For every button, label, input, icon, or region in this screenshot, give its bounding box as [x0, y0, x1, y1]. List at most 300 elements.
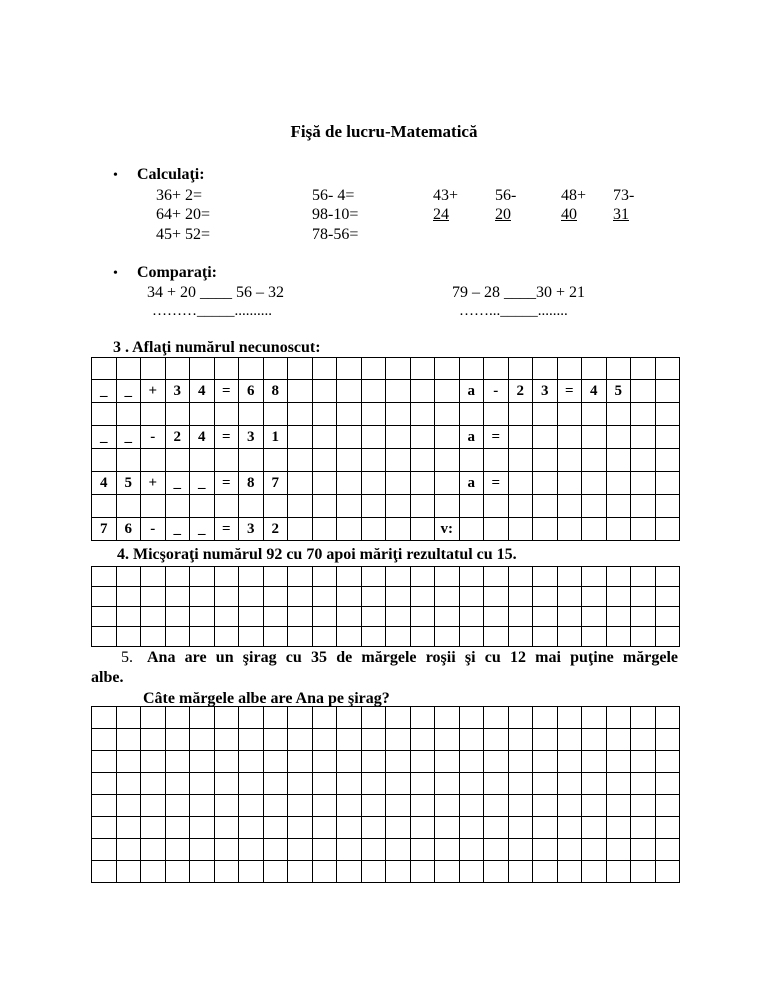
grid-cell[interactable]: [361, 567, 386, 587]
grid-cell[interactable]: [386, 839, 411, 861]
grid-cell[interactable]: [655, 449, 680, 472]
grid-cell[interactable]: a: [459, 472, 484, 495]
grid-cell[interactable]: [263, 358, 288, 380]
grid-cell[interactable]: [655, 380, 680, 403]
grid-cell[interactable]: [288, 587, 313, 607]
grid-cell[interactable]: 3: [239, 426, 264, 449]
grid-cell[interactable]: [263, 607, 288, 627]
grid-cell[interactable]: [165, 627, 190, 647]
grid-cell[interactable]: [386, 567, 411, 587]
grid-cell[interactable]: [386, 707, 411, 729]
grid-cell[interactable]: [484, 358, 509, 380]
grid-cell[interactable]: [655, 729, 680, 751]
grid-cell[interactable]: [141, 627, 166, 647]
grid-cell[interactable]: [557, 518, 582, 541]
grid-cell[interactable]: [239, 449, 264, 472]
grid-cell[interactable]: [582, 426, 607, 449]
grid-cell[interactable]: 6: [116, 518, 141, 541]
grid-cell[interactable]: [410, 839, 435, 861]
grid-cell[interactable]: [386, 861, 411, 883]
grid-cell[interactable]: =: [214, 426, 239, 449]
grid-cell[interactable]: [361, 627, 386, 647]
grid-cell[interactable]: [92, 627, 117, 647]
grid-cell[interactable]: [92, 773, 117, 795]
grid-cell[interactable]: [165, 607, 190, 627]
grid-cell[interactable]: [386, 403, 411, 426]
grid-cell[interactable]: [141, 729, 166, 751]
grid-cell[interactable]: [288, 729, 313, 751]
grid-cell[interactable]: [484, 751, 509, 773]
grid-cell[interactable]: [116, 773, 141, 795]
grid-cell[interactable]: [508, 449, 533, 472]
grid-cell[interactable]: [214, 358, 239, 380]
grid-cell[interactable]: [459, 403, 484, 426]
grid-cell[interactable]: [361, 403, 386, 426]
grid-cell[interactable]: [459, 795, 484, 817]
grid-cell[interactable]: [361, 817, 386, 839]
grid-cell[interactable]: [606, 495, 631, 518]
grid-cell[interactable]: [288, 707, 313, 729]
grid-cell[interactable]: [92, 607, 117, 627]
grid-cell[interactable]: [312, 587, 337, 607]
grid-cell[interactable]: [312, 817, 337, 839]
grid-cell[interactable]: [386, 817, 411, 839]
grid-cell[interactable]: [361, 472, 386, 495]
grid-cell[interactable]: [312, 607, 337, 627]
grid-cell[interactable]: [337, 627, 362, 647]
grid-cell[interactable]: [582, 472, 607, 495]
grid-cell[interactable]: [484, 607, 509, 627]
grid-cell[interactable]: 7: [263, 472, 288, 495]
grid-cell[interactable]: [631, 587, 656, 607]
grid-cell[interactable]: [410, 426, 435, 449]
grid-cell[interactable]: [190, 607, 215, 627]
grid-cell[interactable]: [435, 358, 460, 380]
grid-cell[interactable]: [386, 795, 411, 817]
grid-cell[interactable]: [312, 518, 337, 541]
grid-cell[interactable]: 3: [165, 380, 190, 403]
grid-cell[interactable]: [386, 518, 411, 541]
grid-cell[interactable]: [263, 839, 288, 861]
grid-cell[interactable]: [386, 472, 411, 495]
grid-cell[interactable]: [190, 403, 215, 426]
grid-cell[interactable]: [141, 587, 166, 607]
grid-cell[interactable]: [312, 358, 337, 380]
grid-cell[interactable]: [288, 627, 313, 647]
grid-cell[interactable]: [631, 729, 656, 751]
grid-cell[interactable]: [631, 380, 656, 403]
grid-cell[interactable]: [533, 773, 558, 795]
grid-cell[interactable]: [557, 795, 582, 817]
grid-cell[interactable]: [361, 495, 386, 518]
grid-cell[interactable]: [361, 729, 386, 751]
grid-cell[interactable]: -: [484, 380, 509, 403]
grid-cell[interactable]: [606, 587, 631, 607]
grid-cell[interactable]: [312, 495, 337, 518]
grid-cell[interactable]: [190, 817, 215, 839]
grid-cell[interactable]: [582, 358, 607, 380]
grid-cell[interactable]: [655, 495, 680, 518]
grid-cell[interactable]: [410, 518, 435, 541]
grid-cell[interactable]: [631, 518, 656, 541]
grid-cell[interactable]: [214, 839, 239, 861]
grid-cell[interactable]: [386, 495, 411, 518]
grid-cell[interactable]: =: [214, 472, 239, 495]
grid-cell[interactable]: [508, 861, 533, 883]
grid-cell[interactable]: [631, 817, 656, 839]
grid-cell[interactable]: 4: [92, 472, 117, 495]
grid-cell[interactable]: [557, 426, 582, 449]
grid-cell[interactable]: [508, 707, 533, 729]
grid-cell[interactable]: [337, 449, 362, 472]
grid-cell[interactable]: [92, 449, 117, 472]
grid-cell[interactable]: [459, 773, 484, 795]
grid-cell[interactable]: [582, 495, 607, 518]
grid-cell[interactable]: [190, 707, 215, 729]
grid-cell[interactable]: [190, 587, 215, 607]
grid-cell[interactable]: [508, 751, 533, 773]
grid-cell[interactable]: [508, 729, 533, 751]
grid-cell[interactable]: [435, 861, 460, 883]
grid-cell[interactable]: [410, 587, 435, 607]
grid-cell[interactable]: [631, 707, 656, 729]
grid-cell[interactable]: [312, 707, 337, 729]
grid-cell[interactable]: [508, 587, 533, 607]
grid-cell[interactable]: [288, 495, 313, 518]
grid-cell[interactable]: [435, 426, 460, 449]
grid-cell[interactable]: [533, 839, 558, 861]
grid-cell[interactable]: 3: [239, 518, 264, 541]
grid-cell[interactable]: [606, 567, 631, 587]
grid-cell[interactable]: [116, 707, 141, 729]
grid-cell[interactable]: [631, 358, 656, 380]
operation-answer-grid[interactable]: [91, 566, 680, 647]
grid-cell[interactable]: [214, 587, 239, 607]
grid-cell[interactable]: [435, 403, 460, 426]
problem-answer-grid[interactable]: [91, 706, 680, 883]
grid-cell[interactable]: [288, 861, 313, 883]
grid-cell[interactable]: [435, 839, 460, 861]
grid-cell[interactable]: [239, 358, 264, 380]
grid-cell[interactable]: [484, 627, 509, 647]
grid-cell[interactable]: [508, 495, 533, 518]
grid-cell[interactable]: [410, 358, 435, 380]
grid-cell[interactable]: [116, 449, 141, 472]
grid-cell[interactable]: [410, 627, 435, 647]
grid-cell[interactable]: [337, 380, 362, 403]
grid-cell[interactable]: [386, 449, 411, 472]
grid-cell[interactable]: _: [165, 472, 190, 495]
grid-cell[interactable]: [582, 817, 607, 839]
grid-cell[interactable]: [582, 773, 607, 795]
grid-cell[interactable]: [533, 861, 558, 883]
grid-cell[interactable]: [239, 839, 264, 861]
grid-cell[interactable]: [312, 751, 337, 773]
grid-cell[interactable]: [508, 426, 533, 449]
grid-cell[interactable]: [190, 567, 215, 587]
grid-cell[interactable]: _: [92, 380, 117, 403]
grid-cell[interactable]: [263, 729, 288, 751]
grid-cell[interactable]: [484, 567, 509, 587]
grid-cell[interactable]: [557, 358, 582, 380]
grid-cell[interactable]: [459, 627, 484, 647]
grid-cell[interactable]: [116, 607, 141, 627]
grid-cell[interactable]: [190, 449, 215, 472]
grid-cell[interactable]: [606, 426, 631, 449]
grid-cell[interactable]: [92, 707, 117, 729]
grid-cell[interactable]: [410, 449, 435, 472]
grid-cell[interactable]: [435, 607, 460, 627]
grid-cell[interactable]: [435, 817, 460, 839]
grid-cell[interactable]: [557, 817, 582, 839]
grid-cell[interactable]: [631, 839, 656, 861]
grid-cell[interactable]: [337, 729, 362, 751]
grid-cell[interactable]: [533, 567, 558, 587]
grid-cell[interactable]: [312, 861, 337, 883]
grid-cell[interactable]: v:: [435, 518, 460, 541]
grid-cell[interactable]: [631, 403, 656, 426]
grid-cell[interactable]: [141, 449, 166, 472]
grid-cell[interactable]: [214, 403, 239, 426]
grid-cell[interactable]: [533, 403, 558, 426]
grid-cell[interactable]: [92, 751, 117, 773]
grid-cell[interactable]: [361, 773, 386, 795]
grid-cell[interactable]: [410, 795, 435, 817]
grid-cell[interactable]: [606, 627, 631, 647]
grid-cell[interactable]: [459, 751, 484, 773]
grid-cell[interactable]: [190, 839, 215, 861]
grid-cell[interactable]: _: [116, 380, 141, 403]
grid-cell[interactable]: 2: [165, 426, 190, 449]
grid-cell[interactable]: [435, 587, 460, 607]
grid-cell[interactable]: =: [484, 426, 509, 449]
grid-cell[interactable]: [459, 817, 484, 839]
grid-cell[interactable]: [116, 839, 141, 861]
grid-cell[interactable]: [631, 627, 656, 647]
grid-cell[interactable]: [508, 773, 533, 795]
grid-cell[interactable]: [557, 403, 582, 426]
grid-cell[interactable]: [116, 729, 141, 751]
grid-cell[interactable]: [606, 751, 631, 773]
grid-cell[interactable]: 5: [116, 472, 141, 495]
grid-cell[interactable]: [533, 495, 558, 518]
grid-cell[interactable]: [631, 449, 656, 472]
grid-cell[interactable]: _: [190, 472, 215, 495]
grid-cell[interactable]: [459, 607, 484, 627]
grid-cell[interactable]: [337, 795, 362, 817]
grid-cell[interactable]: [459, 358, 484, 380]
grid-cell[interactable]: [337, 773, 362, 795]
grid-cell[interactable]: [361, 518, 386, 541]
grid-cell[interactable]: [263, 403, 288, 426]
grid-cell[interactable]: [288, 607, 313, 627]
grid-cell[interactable]: [263, 587, 288, 607]
grid-cell[interactable]: [141, 817, 166, 839]
grid-cell[interactable]: [386, 380, 411, 403]
grid-cell[interactable]: [116, 587, 141, 607]
grid-cell[interactable]: [337, 707, 362, 729]
grid-cell[interactable]: [116, 358, 141, 380]
grid-cell[interactable]: [288, 358, 313, 380]
grid-cell[interactable]: 8: [263, 380, 288, 403]
grid-cell[interactable]: [606, 861, 631, 883]
grid-cell[interactable]: [190, 627, 215, 647]
grid-cell[interactable]: [190, 751, 215, 773]
grid-cell[interactable]: [435, 773, 460, 795]
grid-cell[interactable]: [263, 751, 288, 773]
grid-cell[interactable]: [655, 773, 680, 795]
grid-cell[interactable]: [459, 567, 484, 587]
grid-cell[interactable]: [361, 607, 386, 627]
grid-cell[interactable]: [214, 729, 239, 751]
grid-cell[interactable]: [288, 839, 313, 861]
grid-cell[interactable]: [214, 817, 239, 839]
grid-cell[interactable]: [239, 729, 264, 751]
grid-cell[interactable]: [190, 773, 215, 795]
grid-cell[interactable]: [165, 839, 190, 861]
grid-cell[interactable]: [239, 817, 264, 839]
grid-cell[interactable]: [239, 861, 264, 883]
grid-cell[interactable]: [557, 773, 582, 795]
grid-cell[interactable]: 2: [508, 380, 533, 403]
grid-cell[interactable]: 4: [582, 380, 607, 403]
grid-cell[interactable]: [214, 567, 239, 587]
grid-cell[interactable]: [631, 426, 656, 449]
grid-cell[interactable]: [214, 495, 239, 518]
grid-cell[interactable]: [655, 607, 680, 627]
grid-cell[interactable]: +: [141, 472, 166, 495]
grid-cell[interactable]: [141, 861, 166, 883]
grid-cell[interactable]: [508, 795, 533, 817]
grid-cell[interactable]: [533, 472, 558, 495]
grid-cell[interactable]: [263, 495, 288, 518]
grid-cell[interactable]: [361, 449, 386, 472]
grid-cell[interactable]: [92, 567, 117, 587]
grid-cell[interactable]: [655, 817, 680, 839]
grid-cell[interactable]: [337, 358, 362, 380]
grid-cell[interactable]: [337, 495, 362, 518]
grid-cell[interactable]: [435, 729, 460, 751]
grid-cell[interactable]: [582, 627, 607, 647]
grid-cell[interactable]: [141, 795, 166, 817]
grid-cell[interactable]: [386, 729, 411, 751]
grid-cell[interactable]: [190, 729, 215, 751]
grid-cell[interactable]: [288, 751, 313, 773]
grid-cell[interactable]: 3: [533, 380, 558, 403]
grid-cell[interactable]: [361, 707, 386, 729]
grid-cell[interactable]: [116, 627, 141, 647]
grid-cell[interactable]: [337, 861, 362, 883]
grid-cell[interactable]: [312, 449, 337, 472]
grid-cell[interactable]: [508, 567, 533, 587]
grid-cell[interactable]: [361, 380, 386, 403]
grid-cell[interactable]: [582, 751, 607, 773]
grid-cell[interactable]: [386, 587, 411, 607]
grid-cell[interactable]: [410, 472, 435, 495]
grid-cell[interactable]: [165, 707, 190, 729]
grid-cell[interactable]: [435, 380, 460, 403]
grid-cell[interactable]: [288, 795, 313, 817]
grid-cell[interactable]: [312, 729, 337, 751]
grid-cell[interactable]: [557, 472, 582, 495]
grid-cell[interactable]: [606, 707, 631, 729]
grid-cell[interactable]: [484, 839, 509, 861]
grid-cell[interactable]: [361, 861, 386, 883]
grid-cell[interactable]: [288, 380, 313, 403]
grid-cell[interactable]: [116, 495, 141, 518]
grid-cell[interactable]: [141, 495, 166, 518]
grid-cell[interactable]: [508, 358, 533, 380]
grid-cell[interactable]: [263, 567, 288, 587]
grid-cell[interactable]: [631, 472, 656, 495]
grid-cell[interactable]: [312, 773, 337, 795]
grid-cell[interactable]: [435, 472, 460, 495]
grid-cell[interactable]: [557, 729, 582, 751]
grid-cell[interactable]: _: [165, 518, 190, 541]
grid-cell[interactable]: [557, 839, 582, 861]
grid-cell[interactable]: [288, 817, 313, 839]
grid-cell[interactable]: [582, 839, 607, 861]
unknown-number-grid[interactable]: [91, 357, 680, 541]
grid-cell[interactable]: 1: [263, 426, 288, 449]
grid-cell[interactable]: [386, 358, 411, 380]
grid-cell[interactable]: [508, 472, 533, 495]
grid-cell[interactable]: [312, 839, 337, 861]
grid-cell[interactable]: [484, 773, 509, 795]
grid-cell[interactable]: [337, 472, 362, 495]
grid-cell[interactable]: [410, 817, 435, 839]
grid-cell[interactable]: [582, 607, 607, 627]
grid-cell[interactable]: [337, 839, 362, 861]
grid-cell[interactable]: [655, 627, 680, 647]
grid-cell[interactable]: [508, 817, 533, 839]
grid-cell[interactable]: [533, 751, 558, 773]
grid-cell[interactable]: [386, 773, 411, 795]
grid-cell[interactable]: [606, 817, 631, 839]
grid-cell[interactable]: [557, 587, 582, 607]
grid-cell[interactable]: [582, 795, 607, 817]
grid-cell[interactable]: [582, 567, 607, 587]
grid-cell[interactable]: [312, 567, 337, 587]
grid-cell[interactable]: [165, 751, 190, 773]
grid-cell[interactable]: [386, 607, 411, 627]
grid-cell[interactable]: [410, 707, 435, 729]
grid-cell[interactable]: [116, 795, 141, 817]
grid-cell[interactable]: [459, 518, 484, 541]
grid-cell[interactable]: [582, 861, 607, 883]
grid-cell[interactable]: [116, 861, 141, 883]
grid-cell[interactable]: [557, 495, 582, 518]
grid-cell[interactable]: [165, 567, 190, 587]
grid-cell[interactable]: 5: [606, 380, 631, 403]
grid-cell[interactable]: [533, 607, 558, 627]
grid-cell[interactable]: [92, 729, 117, 751]
grid-cell[interactable]: [141, 773, 166, 795]
grid-cell[interactable]: [165, 817, 190, 839]
grid-cell[interactable]: [92, 587, 117, 607]
grid-cell[interactable]: =: [557, 380, 582, 403]
grid-cell[interactable]: [606, 358, 631, 380]
grid-cell[interactable]: [606, 839, 631, 861]
grid-cell[interactable]: =: [214, 380, 239, 403]
grid-cell[interactable]: [410, 773, 435, 795]
grid-cell[interactable]: [410, 495, 435, 518]
grid-cell[interactable]: [288, 403, 313, 426]
grid-cell[interactable]: [361, 795, 386, 817]
grid-cell[interactable]: [165, 861, 190, 883]
grid-cell[interactable]: [582, 449, 607, 472]
grid-cell[interactable]: _: [92, 426, 117, 449]
